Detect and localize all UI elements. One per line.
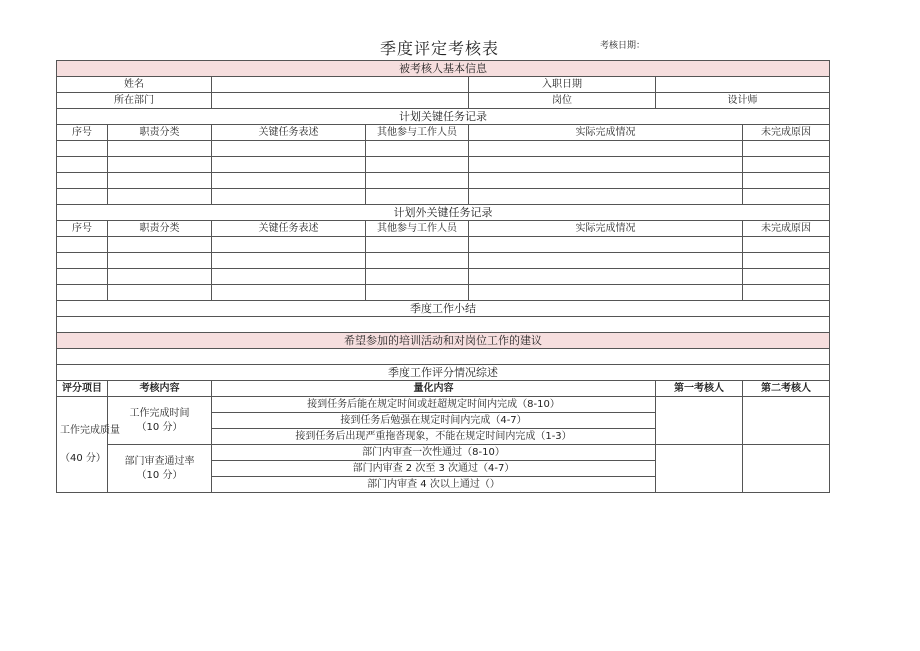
name-label: 姓名	[57, 77, 212, 93]
scoring-item-score: （40 分）	[60, 452, 106, 464]
scoring-header: 季度工作评分情况综述	[57, 365, 830, 381]
column-header: 第一考核人	[656, 381, 743, 397]
first-reviewer-score[interactable]	[656, 397, 743, 445]
quarter-summary-field[interactable]	[57, 317, 830, 333]
second-reviewer-score[interactable]	[743, 397, 830, 445]
criterion-text: 接到任务后勉强在规定时间内完成（4-7）	[212, 413, 656, 429]
quarter-summary-header: 季度工作小结	[57, 301, 830, 317]
column-header: 关键任务表述	[212, 221, 366, 237]
suggestion-field[interactable]	[57, 349, 830, 365]
hire-date-label: 入职日期	[469, 77, 656, 93]
column-header: 未完成原因	[743, 125, 830, 141]
column-header: 职责分类	[108, 221, 212, 237]
scoring-content-cell	[108, 445, 212, 493]
column-header: 量化内容	[212, 381, 656, 397]
scoring-item-name: 工作完成质量	[60, 424, 120, 436]
scoring-content-cell	[108, 397, 212, 445]
scoring-content-name: 工作完成时间	[129, 407, 190, 419]
scoring-item-cell	[57, 397, 120, 493]
column-header: 考核内容	[108, 381, 212, 397]
name-value[interactable]	[212, 77, 469, 93]
first-reviewer-score[interactable]	[656, 445, 743, 493]
column-header: 未完成原因	[743, 221, 830, 237]
column-header: 其他参与工作人员	[366, 221, 469, 237]
department-value[interactable]	[212, 93, 469, 109]
criterion-text: 部门内审查 2 次至 3 次通过（4-7）	[212, 461, 656, 477]
unplanned-tasks-header: 计划外关键任务记录	[57, 205, 830, 221]
column-header: 实际完成情况	[469, 125, 743, 141]
position-label: 岗位	[469, 93, 656, 109]
column-header: 序号	[57, 221, 108, 237]
table-row	[57, 157, 830, 173]
column-header: 关键任务表述	[212, 125, 366, 141]
basic-info-header: 被考核人基本信息	[57, 61, 830, 77]
second-reviewer-score[interactable]	[743, 445, 830, 493]
scoring-content-score: （10 分）	[136, 469, 183, 481]
position-value[interactable]: 设计师	[656, 93, 830, 109]
table-row	[57, 189, 830, 205]
review-date-label: 考核日期：	[600, 41, 646, 51]
scoring-content-name: 部门审查通过率	[124, 455, 195, 467]
suggestion-header: 希望参加的培训活动和对岗位工作的建议	[57, 333, 830, 349]
table-row	[57, 173, 830, 189]
column-header: 第二考核人	[743, 381, 830, 397]
hire-date-value[interactable]	[656, 77, 830, 93]
column-header: 其他参与工作人员	[366, 125, 469, 141]
scoring-content-score: （10 分）	[136, 421, 183, 433]
table-row	[57, 237, 830, 253]
unplanned-tasks-column-headers	[57, 221, 830, 237]
scoring-column-headers	[57, 381, 830, 397]
table-row	[57, 253, 830, 269]
criterion-text: 接到任务后出现严重拖沓现象，不能在规定时间内完成（1-3）	[212, 429, 656, 445]
form-title: 季度评定考核表	[380, 39, 500, 58]
column-header: 评分项目	[57, 381, 108, 397]
planned-tasks-column-headers	[57, 125, 830, 141]
appraisal-form	[56, 60, 830, 493]
criterion-text: 部门内审查 4 次以上通过（）	[212, 477, 656, 493]
criterion-text: 部门内审查一次性通过（8-10）	[212, 445, 656, 461]
criterion-text: 接到任务后能在规定时间或赶超规定时间内完成（8-10）	[212, 397, 656, 413]
table-row	[57, 285, 830, 301]
column-header: 实际完成情况	[469, 221, 743, 237]
department-label: 所在部门	[57, 93, 212, 109]
column-header: 序号	[57, 125, 108, 141]
planned-tasks-header: 计划关键任务记录	[57, 109, 830, 125]
table-row	[57, 141, 830, 157]
table-row	[57, 269, 830, 285]
column-header: 职责分类	[108, 125, 212, 141]
